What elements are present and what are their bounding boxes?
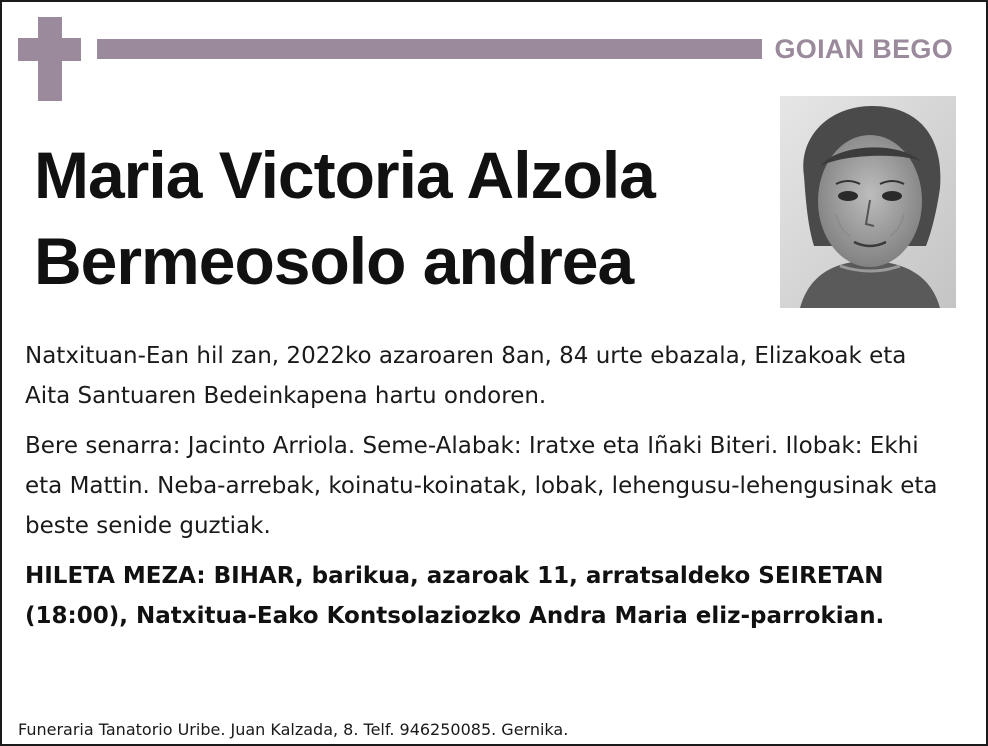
header-label: GOIAN BEGO: [774, 34, 953, 64]
portrait-photo: [780, 96, 956, 308]
deceased-name: [34, 132, 655, 304]
family-paragraph: Bere senarra: Jacinto Arriola. Seme-Alabak: Iratxe eta Iñaki Biteri. Ilobak: Ekhi eta Mattin. Neba-arrebak, koinatu-koinatak, lobak, lehengusu-lehengusinak eta beste senide guztiak.: [25, 433, 938, 539]
deceased-name-line-2: Bermeosolo andrea: [34, 224, 634, 298]
funeral-home-footer: Funeraria Tanatorio Uribe. Juan Kalzada, 8. Telf. 946250085. Gernika.: [18, 720, 569, 739]
cross-horizontal-bar: [18, 38, 81, 61]
funeral-mass-paragraph: HILETA MEZA: BIHAR, barikua, azaroak 11, arratsaldeko SEIRETAN (18:00), Natxitua-Eako Kontsolaziozko Andra Maria eliz-parrokian.: [25, 563, 885, 629]
death-announcement-paragraph: Natxituan-Ean hil zan, 2022ko azaroaren 8an, 84 urte ebazala, Elizakoak eta Aita Santuaren Bedeinkapena hartu ondoren.: [25, 343, 907, 409]
notice-body: [25, 336, 955, 646]
portrait-illustration: [780, 96, 956, 308]
deceased-name-line-1: Maria Victoria Alzola: [34, 138, 655, 212]
header-rule: [97, 39, 762, 59]
